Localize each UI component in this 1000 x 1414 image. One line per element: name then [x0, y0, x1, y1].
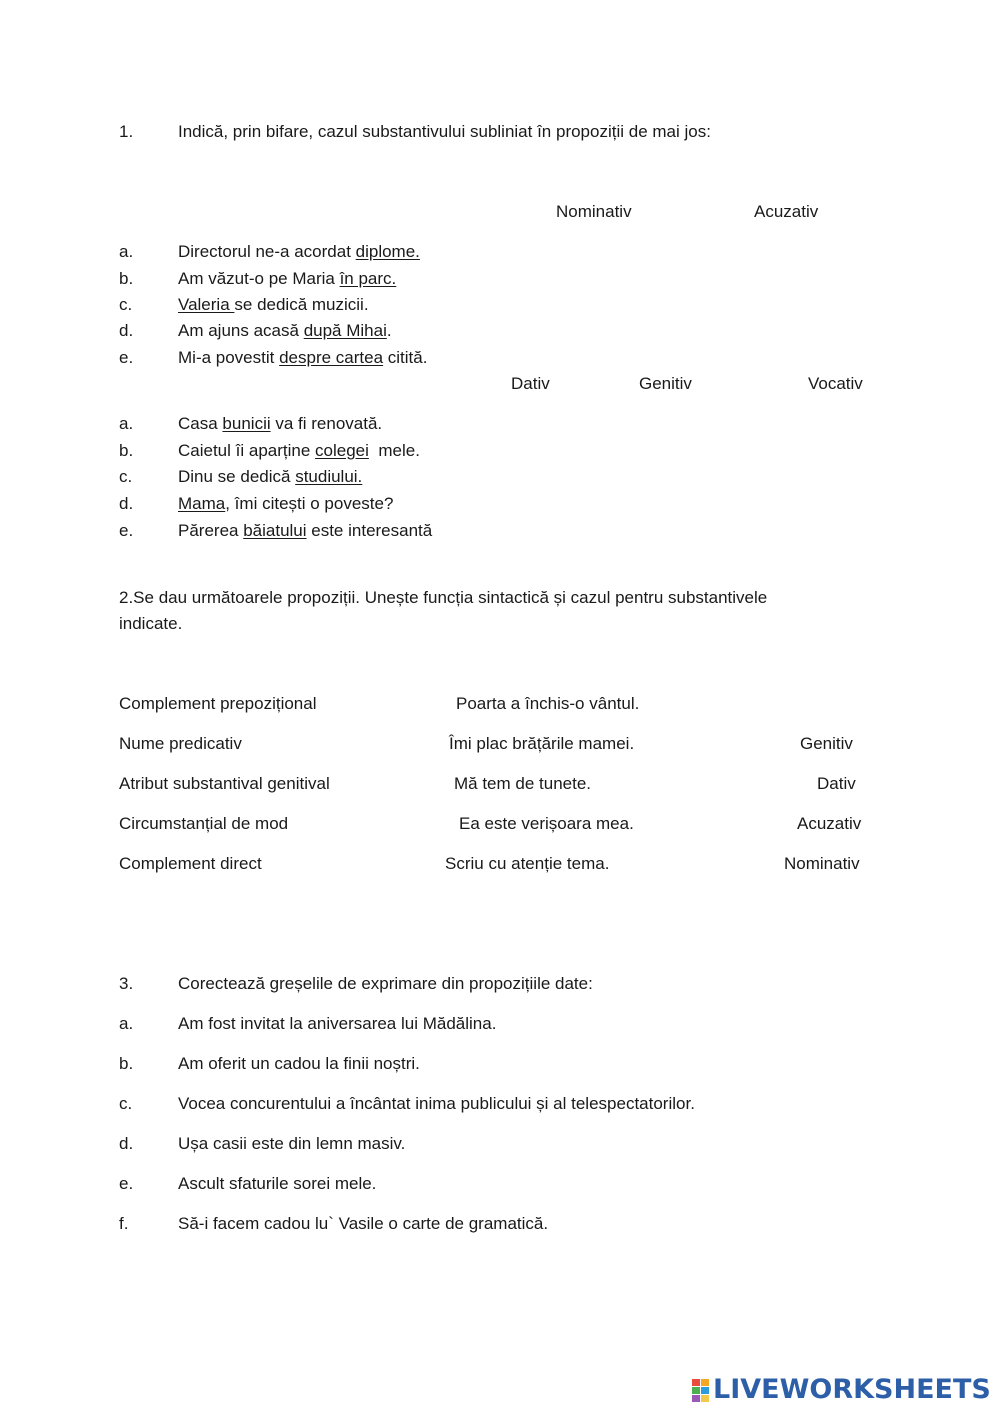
function-item[interactable]: Circumstanțial de mod — [119, 814, 289, 833]
underlined-noun: după Mihai — [303, 321, 387, 340]
item-letter: b. — [119, 269, 134, 288]
item-letter: c. — [119, 467, 133, 486]
underlined-noun: băiatului — [243, 521, 307, 540]
item-letter: e. — [119, 348, 134, 367]
liveworksheets-logo — [692, 1374, 991, 1406]
ex3-instruction: Corectează greșelile de exprimare din propozițiile date: — [178, 974, 593, 993]
case-header-vocativ: Vocativ — [808, 374, 863, 393]
item-letter: f. — [119, 1214, 129, 1233]
underlined-noun: Mama — [178, 494, 226, 513]
underlined-noun: studiului. — [295, 467, 363, 486]
item-sentence: Să-i facem cadou lu` Vasile o carte de gramatică. — [178, 1214, 549, 1233]
item-sentence: Vocea concurentului a încântat inima publicului și al telespectatorilor. — [178, 1094, 695, 1113]
item-letter: b. — [119, 441, 134, 460]
sentence-item[interactable]: Poarta a închis-o vântul. — [456, 694, 640, 713]
function-item[interactable]: Complement prepozițional — [119, 694, 317, 713]
case-item[interactable]: Genitiv — [800, 734, 853, 753]
item-sentence: Mi-a povestit despre cartea citită. — [178, 348, 428, 367]
item-sentence: Am ajuns acasă după Mihai. — [178, 321, 392, 340]
function-item[interactable]: Nume predicativ — [119, 734, 242, 753]
item-letter: a. — [119, 414, 134, 433]
item-sentence: Am văzut-o pe Maria în parc. — [178, 269, 397, 288]
sentence-item[interactable]: Mă tem de tunete. — [454, 774, 592, 793]
item-sentence: Părerea băiatului este interesantă — [178, 521, 433, 540]
item-sentence: Casa bunicii va fi renovată. — [178, 414, 383, 433]
case-header-genitiv: Genitiv — [639, 374, 692, 393]
item-sentence: Valeria se dedică muzicii. — [178, 295, 369, 314]
case-item[interactable]: Dativ — [817, 774, 856, 793]
item-sentence: Mama, îmi citești o poveste? — [178, 494, 394, 513]
item-sentence: Ascult sfaturile sorei mele. — [178, 1174, 377, 1193]
case-item[interactable]: Nominativ — [784, 854, 860, 873]
sentence-item[interactable]: Scriu cu atenție tema. — [445, 854, 610, 873]
item-letter: e. — [119, 1174, 134, 1193]
function-item[interactable]: Complement direct — [119, 854, 262, 873]
underlined-noun: bunicii — [222, 414, 271, 433]
ex2-instruction-line1: 2.Se dau următoarele propoziții. Unește funcția sintactică și cazul pentru substantivele — [119, 588, 768, 607]
case-item[interactable]: Acuzativ — [797, 814, 862, 833]
item-letter: d. — [119, 321, 134, 340]
underlined-noun: în parc. — [339, 269, 397, 288]
case-header-acuzativ: Acuzativ — [754, 202, 819, 221]
function-item[interactable]: Atribut substantival genitival — [119, 774, 330, 793]
logo-grid-icon — [692, 1379, 709, 1402]
item-letter: a. — [119, 1014, 134, 1033]
item-sentence: Dinu se dedică studiului. — [178, 467, 363, 486]
item-sentence: Am oferit un cadou la finii noștri. — [178, 1054, 420, 1073]
item-sentence: Ușa casii este din lemn masiv. — [178, 1134, 406, 1153]
item-letter: d. — [119, 1134, 134, 1153]
item-sentence: Am fost invitat la aniversarea lui Mădălina. — [178, 1014, 497, 1033]
item-sentence: Caietul îi aparține colegei mele. — [178, 441, 420, 460]
ex1-number: 1. — [119, 122, 134, 141]
underlined-noun: colegei — [315, 441, 369, 460]
item-letter: d. — [119, 494, 134, 513]
sentence-item[interactable]: Îmi plac brățările mamei. — [449, 734, 635, 753]
item-letter: c. — [119, 1094, 133, 1113]
ex3-number: 3. — [119, 974, 134, 993]
sentence-item[interactable]: Ea este verișoara mea. — [459, 814, 634, 833]
logo-text: LIVEWORKSHEETS — [713, 1374, 991, 1405]
ex1-instruction: Indică, prin bifare, cazul substantivului subliniat în propoziții de mai jos: — [178, 122, 711, 141]
underlined-noun: diplome. — [355, 242, 420, 261]
item-letter: e. — [119, 521, 134, 540]
ex2-instruction-line2: indicate. — [119, 614, 183, 633]
item-letter: a. — [119, 242, 134, 261]
item-letter: b. — [119, 1054, 134, 1073]
item-sentence: Directorul ne-a acordat diplome. — [178, 242, 420, 261]
case-header-dativ: Dativ — [511, 374, 550, 393]
underlined-noun: despre cartea — [279, 348, 384, 367]
item-letter: c. — [119, 295, 133, 314]
underlined-noun: Valeria — [178, 295, 235, 314]
case-header-nominativ: Nominativ — [556, 202, 632, 221]
